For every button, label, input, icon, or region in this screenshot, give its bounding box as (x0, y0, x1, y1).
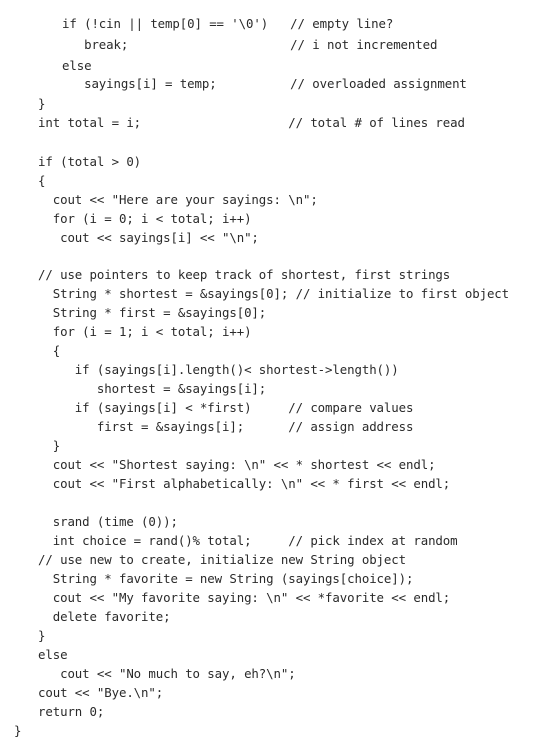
code-line: if (!cin || temp[0] == '\0') // empty line? (62, 16, 394, 31)
code-line: for (i = 0; i < total; i++) (38, 211, 252, 226)
code-line: cout << "Bye.\n"; (38, 685, 164, 700)
code-line: cout << "Shortest saying: \n" << * shortest << endl; (38, 457, 436, 472)
code-line: cout << sayings[i] << "\n"; (38, 230, 259, 245)
code-line: if (sayings[i] < *first) // compare values (38, 400, 414, 415)
code-line: } (14, 723, 22, 738)
code-line: sayings[i] = temp; // overloaded assignment (62, 76, 467, 91)
code-line: cout << "My favorite saying: \n" << *favorite << endl; (38, 590, 451, 605)
code-line: if (total > 0) (38, 154, 142, 169)
code-line: else (62, 58, 92, 73)
code-line: first = &sayings[i]; // assign address (38, 419, 414, 434)
code-line: } (38, 628, 46, 643)
code-line: String * first = &sayings[0]; (38, 305, 267, 320)
code-line: } (38, 438, 61, 453)
code-line: String * shortest = &sayings[0]; // initialize to first object (38, 286, 510, 301)
code-line: if (sayings[i].length()< shortest->length()) (38, 362, 399, 377)
code-line: cout << "First alphabetically: \n" << * first << endl; (38, 476, 451, 491)
code-line: int total = i; // total # of lines read (38, 115, 465, 130)
code-line: } (38, 96, 46, 111)
code-line: shortest = &sayings[i]; (38, 381, 267, 396)
code-line: { (38, 173, 46, 188)
code-line: { (38, 343, 61, 358)
code-line: return 0; (38, 704, 105, 719)
code-line: String * favorite = new String (sayings[choice]); (38, 571, 414, 586)
comment-line: // use new to create, initialize new String object (38, 552, 406, 567)
code-line: srand (time (0)); (38, 514, 178, 529)
code-line: else (38, 647, 68, 662)
code-line: cout << "Here are your sayings: \n"; (38, 192, 318, 207)
code-line: cout << "No much to say, eh?\n"; (38, 666, 296, 681)
code-line: int choice = rand()% total; // pick index at random (38, 533, 458, 548)
code-line: for (i = 1; i < total; i++) (38, 324, 252, 339)
code-line: delete favorite; (38, 609, 171, 624)
comment-line: // use pointers to keep track of shortest, first strings (38, 267, 451, 282)
code-line: break; // i not incremented (62, 37, 438, 52)
